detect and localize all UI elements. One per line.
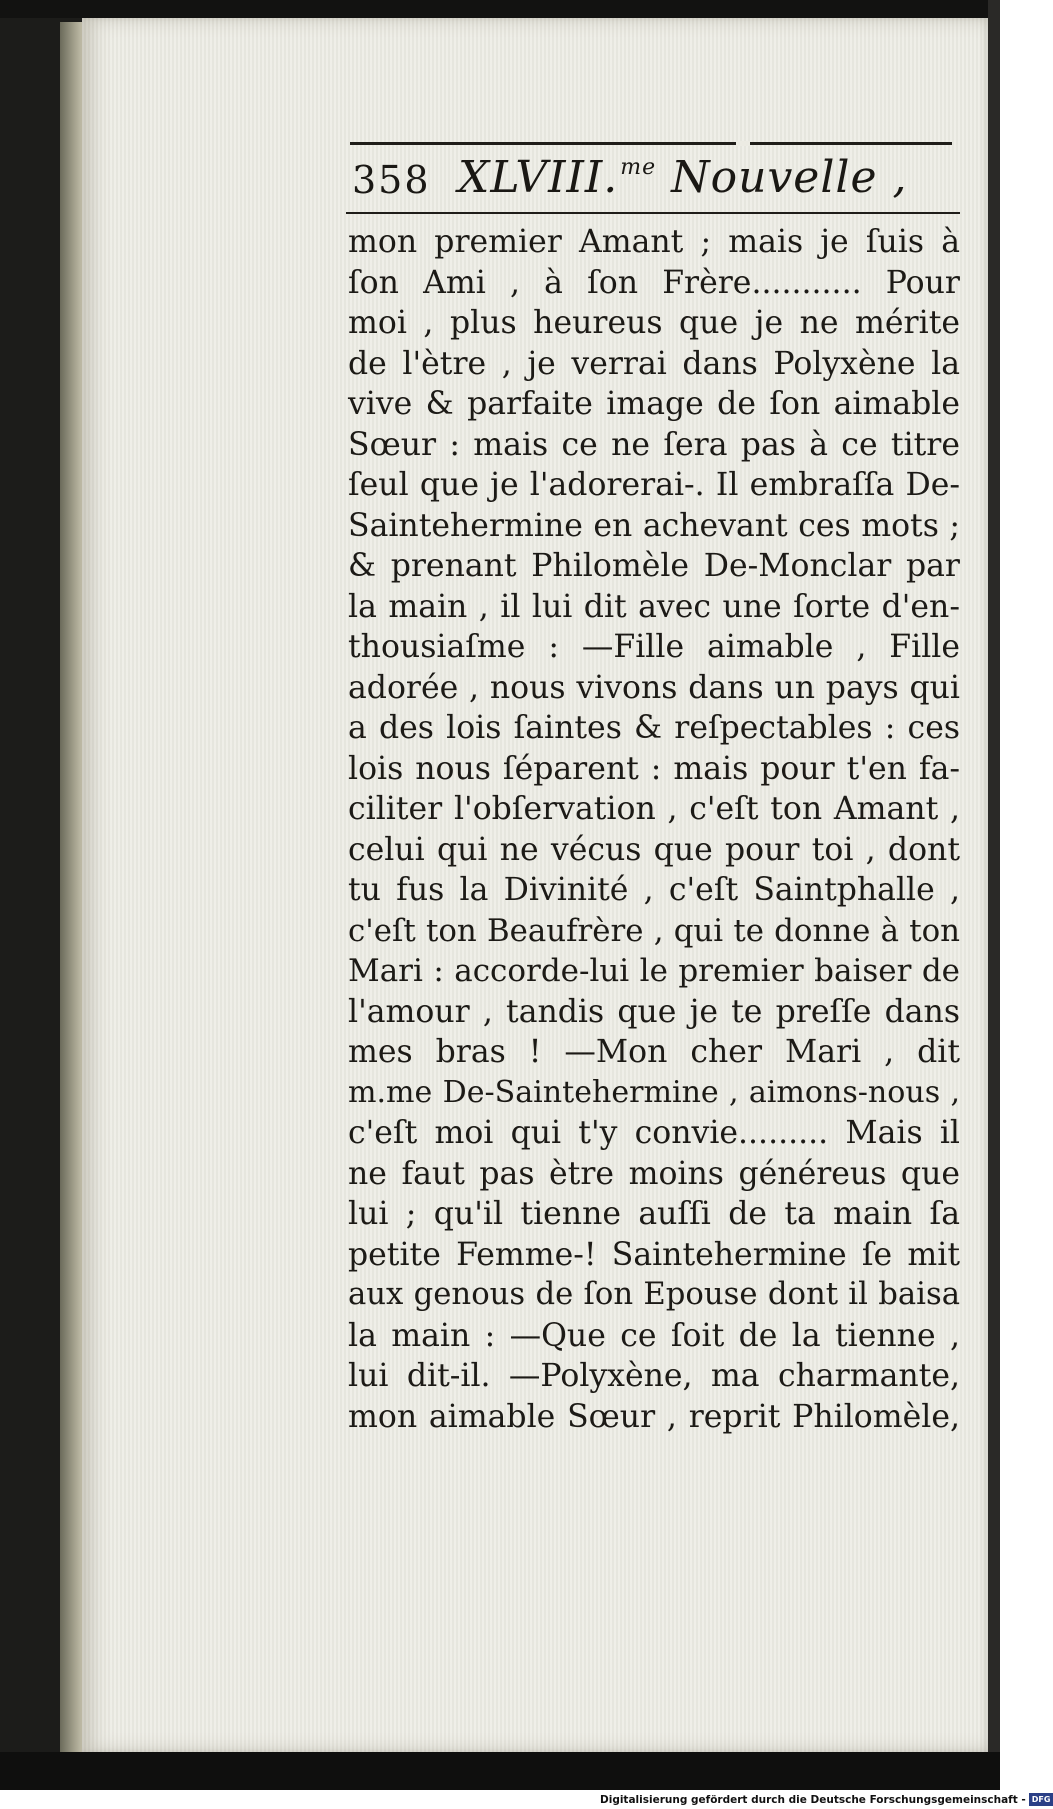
text-line: ciliter l'obſervation , c'eſt ton Amant , — [348, 791, 960, 827]
text-line: vive & parfaite image de ſon aimable — [348, 386, 960, 422]
text-line: & prenant Philomèle De-Monclar par — [348, 548, 960, 584]
text-line: c'eſt ton Beaufrère , qui te donne à ton — [348, 912, 960, 949]
page-number: 358 — [352, 158, 431, 202]
text-line: lui ; qu'il tienne auſſi de ta main ſa — [348, 1196, 960, 1232]
text-line: la main , il lui dit avec une ſorte d'en- — [348, 588, 960, 625]
text-line: ne faut pas ètre moins généreus que — [348, 1155, 960, 1192]
digitization-credit-text: Digitalisierung gefördert durch die Deutsche Forschungsgemeinschaft - — [600, 1794, 1026, 1806]
text-line: thousiaſme : —Fille aimable , Fille — [348, 629, 960, 665]
scan-bottom-border — [0, 1752, 1000, 1790]
text-line: mes bras ! —Mon cher Mari , dit — [348, 1034, 960, 1070]
text-line: lui dit-il. —Polyxène, ma charmante, — [348, 1358, 960, 1394]
text-line: Saintehermine en achevant ces mots ; — [348, 507, 960, 544]
text-line: a des lois ſaintes & reſpectables : ces — [348, 710, 960, 746]
text-line: mon aimable Sœur , reprit Philomèle, — [348, 1398, 960, 1435]
text-line: tu fus la Divinité , c'eſt Saintphalle , — [348, 872, 960, 908]
digitization-credit — [600, 1791, 1051, 1809]
text-line: mon premier Amant ; mais je ſuis à — [348, 224, 960, 260]
text-line: celui qui ne vécus que pour toi , dont — [348, 831, 960, 868]
dfg-logo: DFG — [1029, 1793, 1053, 1806]
text-line: ſon Ami , à ſon Frère........... Pour — [348, 264, 960, 301]
text-line: adorée , nous vivons dans un pays qui — [348, 669, 960, 706]
text-line: de l'ètre , je verrai dans Polyxène la — [348, 345, 960, 382]
scan-right-border — [988, 0, 1000, 1790]
text-line: c'eſt moi qui t'y convie......... Mais il — [348, 1115, 960, 1151]
chapter-title-superscript: me — [620, 155, 657, 180]
body-text — [348, 222, 960, 1437]
scan-top-border — [0, 0, 1000, 18]
chapter-title — [458, 152, 908, 203]
text-line: aux genous de ſon Epouse dont il baisa — [348, 1277, 960, 1312]
chapter-title-prefix: XLVIII. — [458, 152, 619, 203]
text-line: Mari : accorde-lui le premier baiser de — [348, 953, 960, 989]
text-line: la main : —Que ce ſoit de la tienne , — [348, 1317, 960, 1354]
header-rule-gap — [736, 141, 750, 146]
text-line: lois nous ſéparent : mais pour t'en fa- — [348, 750, 960, 787]
text-line: moi , plus heureus que je ne mérite — [348, 305, 960, 341]
chapter-title-suffix: Nouvelle , — [656, 152, 908, 203]
text-line: ſeul que je l'adorerai-. Il embraſſa De- — [348, 467, 960, 503]
text-line: l'amour , tandis que je te preſſe dans — [348, 993, 960, 1030]
text-line: m.me De-Saintehermine , aimons-nous , — [348, 1074, 960, 1110]
text-line: petite Femme-! Saintehermine ſe mit — [348, 1236, 960, 1273]
header-rule-bottom — [346, 212, 960, 214]
text-line: Sœur : mais ce ne ſera pas à ce titre — [348, 426, 960, 463]
running-head — [352, 152, 960, 210]
header-rule-top — [350, 142, 952, 145]
